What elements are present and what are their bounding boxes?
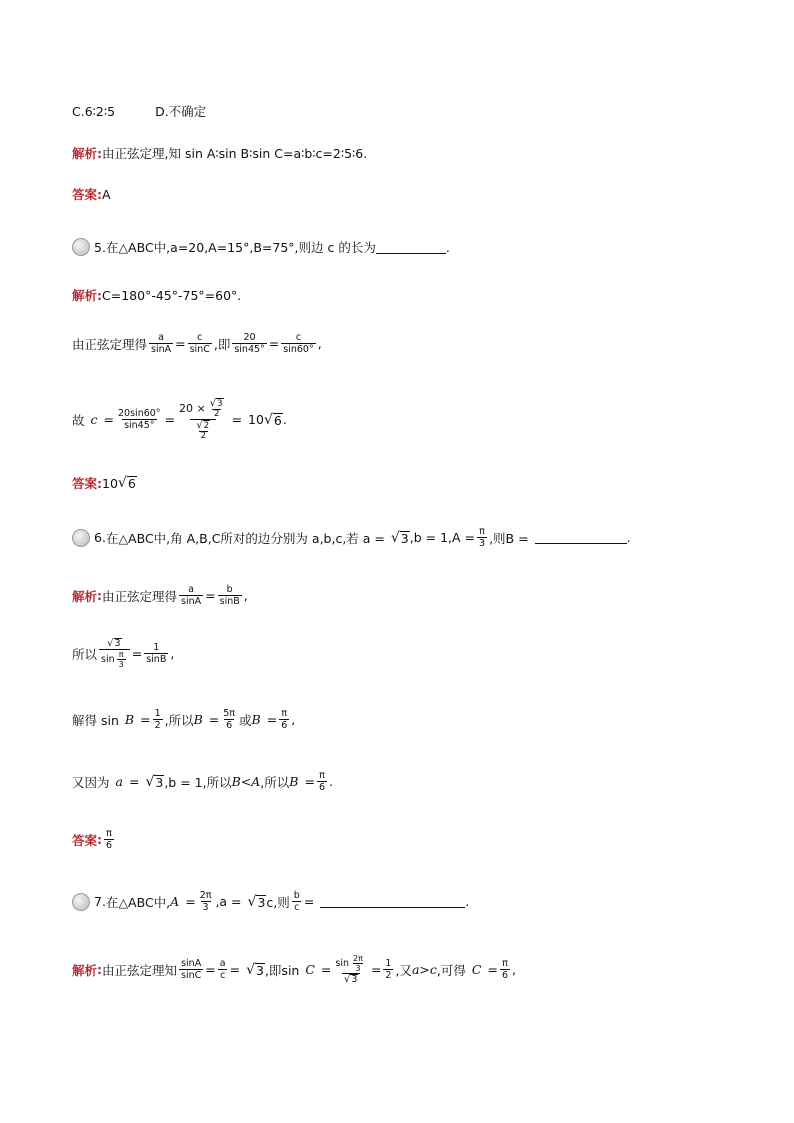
fraction: $\frac{c}{\sin 60^\circ}$ bbox=[283, 332, 314, 355]
sqrt-symbol: √ 3 bbox=[390, 529, 409, 546]
question-bullet-icon bbox=[72, 529, 90, 547]
question-text: 在△ABC中,角 A,B,C所对的边分别为 a,b,c,若 a = bbox=[105, 530, 385, 546]
question-text: 在△ABC中, bbox=[105, 894, 171, 910]
fraction: $\frac{\pi}{6}$ bbox=[281, 708, 288, 731]
fraction: $\frac{2\pi}{3}$ bbox=[199, 890, 212, 913]
sqrt-symbol: √ 3 bbox=[246, 961, 264, 978]
fraction: $\frac{\pi}{6}$ bbox=[501, 958, 508, 981]
fraction: $\frac{20}{\sin 45^\circ}$ bbox=[234, 332, 265, 355]
q6-because-line: 又因为 a = √ 3 ,b = 1,所以 B<A ,所以 B = $\frac{\pi}{6}$ . bbox=[72, 770, 333, 793]
answer-label: 答案 bbox=[72, 832, 98, 848]
fraction: $\frac{1}{2}$ bbox=[154, 708, 161, 731]
option-c[interactable]: C.6∶2∶5 bbox=[72, 103, 116, 119]
fraction: $\frac{\sin A}{\sin C}$ bbox=[181, 958, 202, 981]
q4-answer: 答案 : A bbox=[72, 186, 111, 202]
q6-solve-line: 解得 sin B = $\frac{1}{2}$ ,所以 B = $\frac{5\pi}{6}$ 或 B = $\frac{\pi}{6}$ , bbox=[72, 708, 296, 731]
q5-law-line: 由正弦定理得 $\frac{a}{\sin A}$ = $\frac{c}{\sin C}$ ,即 $\frac{20}{\sin 45^\circ}$ = $\frac{c}{\sin 60^\circ}$ , bbox=[72, 332, 322, 355]
analysis-text: 由正弦定理,知 sin A∶sin B∶sin C=a∶b∶c=2∶5∶6. bbox=[102, 146, 368, 161]
question-bullet-icon bbox=[72, 238, 90, 256]
q6-answer: 答案 : $\frac{\pi}{6}$ bbox=[72, 828, 113, 851]
q5-stem: 5. 在△ABC中,a=20,A=15°,B=75°,则边 c 的长为 . bbox=[72, 238, 450, 256]
compound-fraction: 20 × √ 3 2 √ 2 2 bbox=[179, 398, 223, 441]
q6-so-line: 所以 √ 3 sin $\frac{\pi}{3}$ = $\frac{1}{\sin B}$ , bbox=[72, 638, 175, 669]
analysis-label: 解析 bbox=[72, 146, 98, 161]
fraction: $\frac{1}{2}$ bbox=[385, 958, 392, 981]
q7-stem: 7. 在△ABC中, A = $\frac{2\pi}{3}$ ,a = √ 3 c,则 $\frac{b}{c}$ = . bbox=[72, 890, 469, 913]
answer-blank[interactable] bbox=[535, 531, 627, 544]
fraction: $\frac{20\sin 60^\circ}{\sin 45^\circ}$ bbox=[118, 408, 161, 431]
answer-text: A bbox=[102, 186, 111, 202]
question-number: 7. bbox=[94, 894, 106, 909]
fraction: $\frac{\pi}{6}$ bbox=[106, 828, 113, 851]
fraction: $\frac{a}{\sin A}$ bbox=[151, 332, 172, 355]
q4-analysis: 解析 : 由正弦定理,知 sin A∶sin B∶sin C=a∶b∶c=2∶5∶6. bbox=[72, 145, 368, 161]
compound-fraction: sin $\frac{2\pi}{3}$ √ 3 bbox=[335, 954, 363, 985]
fraction: $\frac{\pi}{6}$ bbox=[318, 770, 325, 793]
answer-blank[interactable] bbox=[320, 895, 465, 908]
question-number: 5. bbox=[94, 239, 106, 255]
sqrt-symbol: √ 3 bbox=[145, 773, 164, 790]
q6-analysis: 解析 : 由正弦定理得 $\frac{a}{\sin A}$ = $\frac{b}{\sin B}$ , bbox=[72, 584, 248, 607]
question-number: 6. bbox=[94, 530, 106, 545]
sqrt-symbol: √ 6 bbox=[117, 475, 136, 491]
q5-result-line: 故 c = $\frac{20\sin 60^\circ}{\sin 45^\circ}$ = 20 × √ 3 2 √ 2 2 = 10 √ 6 . bbox=[72, 398, 287, 441]
fraction: $\frac{b}{\sin B}$ bbox=[219, 584, 240, 607]
answer-label: 答案 bbox=[72, 187, 98, 202]
answer-blank[interactable] bbox=[376, 241, 446, 254]
analysis-label: 解析 bbox=[72, 588, 98, 604]
analysis-line: C=180°-45°-75°=60°. bbox=[102, 287, 242, 303]
question-bullet-icon bbox=[72, 893, 90, 911]
q6-stem: 6. 在△ABC中,角 A,B,C所对的边分别为 a,b,c,若 a = √ 3 ,b = 1,A = $\frac{\pi}{3}$ ,则B = . bbox=[72, 526, 631, 549]
compound-fraction: √ 3 sin $\frac{\pi}{3}$ bbox=[99, 638, 130, 669]
answer-label: 答案 bbox=[72, 476, 98, 491]
analysis-label: 解析 bbox=[72, 962, 98, 978]
fraction: $\frac{a}{c}$ bbox=[219, 958, 226, 981]
q4-options bbox=[72, 102, 206, 120]
fraction: $\frac{b}{c}$ bbox=[293, 890, 300, 913]
sqrt-symbol: √ 3 bbox=[247, 893, 266, 910]
analysis-label: 解析 bbox=[72, 288, 98, 303]
question-text: 在△ABC中,a=20,A=15°,B=75°,则边 c 的长为 bbox=[105, 240, 376, 255]
fraction: $\frac{1}{\sin B}$ bbox=[146, 642, 167, 665]
fraction: $\frac{c}{\sin C}$ bbox=[189, 332, 210, 355]
q5-analysis: 解析 : C=180°-45°-75°=60°. bbox=[72, 287, 242, 303]
q5-answer: 答案 : 10 √ 6 bbox=[72, 475, 136, 491]
fraction: $\frac{a}{\sin A}$ bbox=[181, 584, 202, 607]
sqrt-symbol: √ 6 bbox=[263, 411, 282, 428]
fraction: $\frac{\pi}{3}$ bbox=[479, 526, 486, 549]
option-d[interactable]: D.不确定 bbox=[155, 104, 207, 119]
q7-analysis: 解析 : 由正弦定理知 $\frac{\sin A}{\sin C}$ = $\frac{a}{c}$ = √ 3 ,即sin C = sin $\frac{2\pi}{3}$ √ 3 = $\frac{1}{2}$ ,又 a>c ,可得 C = $\frac{\pi}{6}$ , bbox=[72, 954, 516, 985]
fraction: $\frac{5\pi}{6}$ bbox=[223, 708, 236, 731]
